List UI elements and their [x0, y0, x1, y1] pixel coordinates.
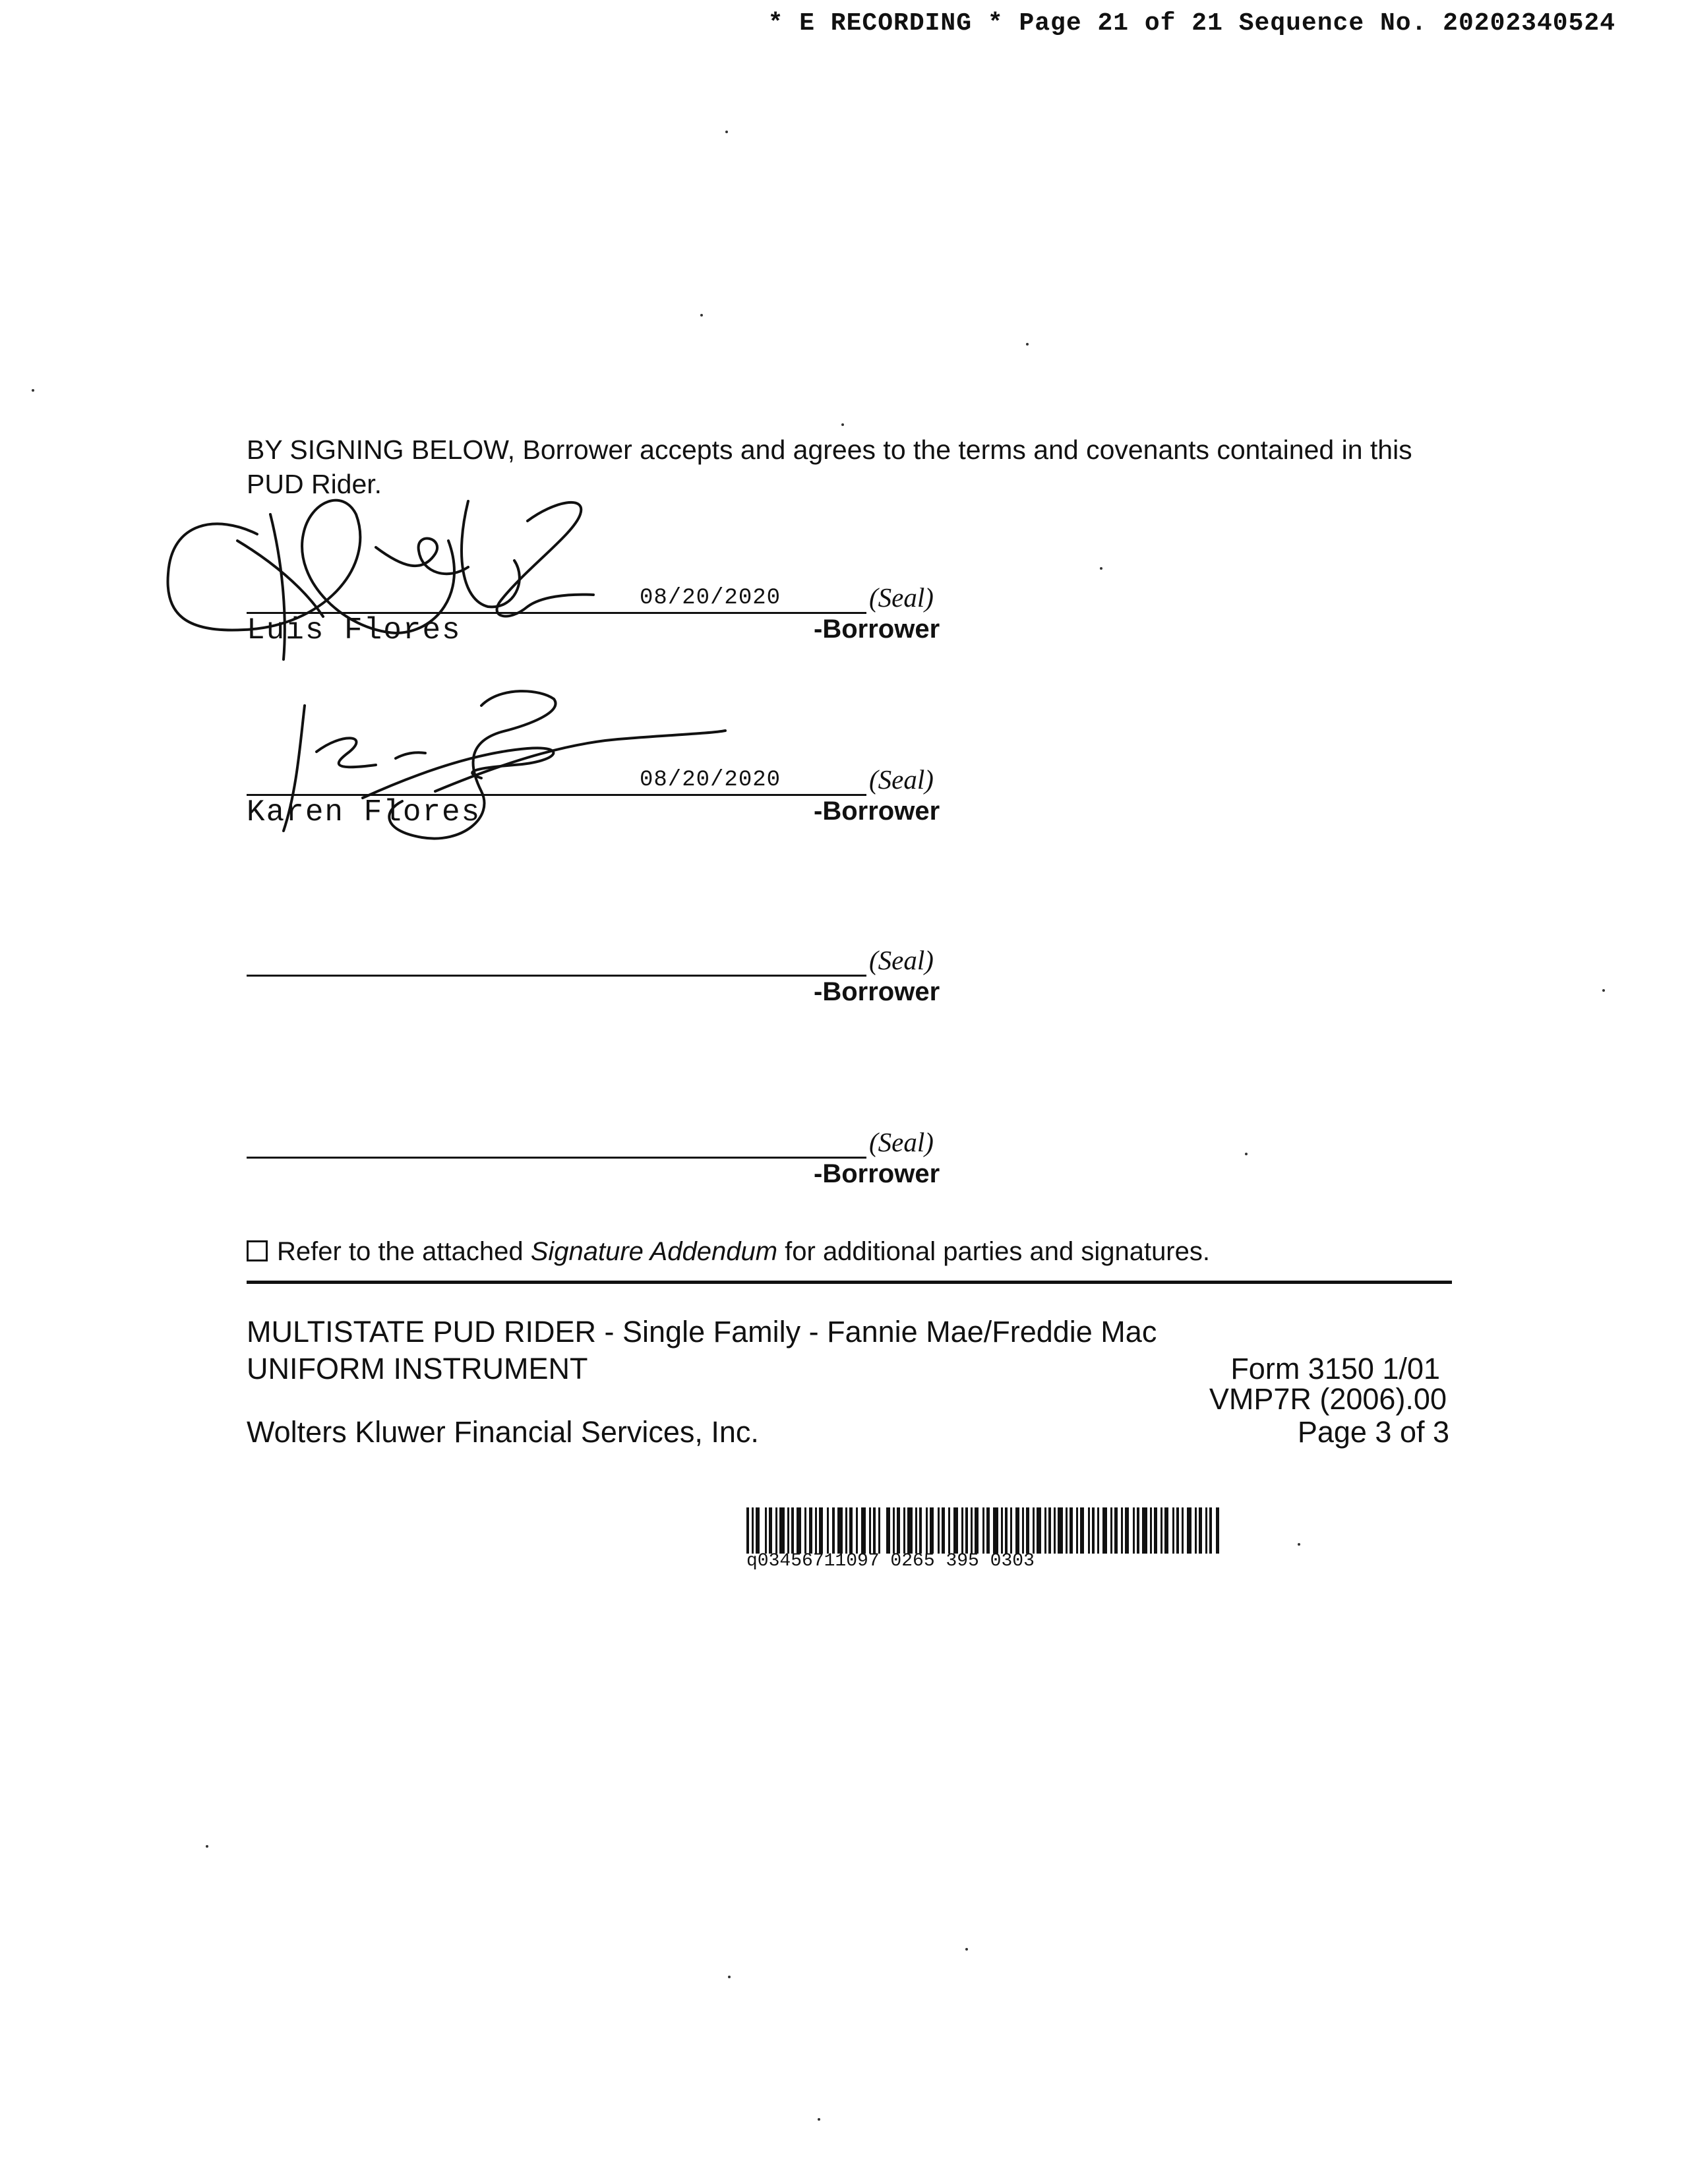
barcode-number: q03456711097 0265 395 0303	[746, 1551, 1035, 1571]
signature-line	[247, 975, 866, 977]
scan-speck	[818, 2118, 820, 2121]
addendum-checkbox[interactable]	[247, 1240, 268, 1261]
scan-speck	[841, 423, 844, 426]
barcode	[746, 1507, 1221, 1554]
scan-speck	[1026, 343, 1029, 346]
signature-addendum-note	[247, 1237, 1210, 1267]
addendum-emphasis: Signature Addendum	[530, 1237, 778, 1266]
form-title: MULTISTATE PUD RIDER - Single Family - Fannie Mae/Freddie Mac	[247, 1315, 1157, 1349]
recording-header: * E RECORDING * Page 21 of 21 Sequence No. 20202340524	[768, 9, 1615, 38]
borrower-label: -Borrower	[814, 797, 940, 826]
seal-label: (Seal)	[869, 945, 934, 975]
scan-speck	[1245, 1153, 1248, 1155]
scan-speck	[728, 1976, 731, 1978]
signature-date: 08/20/2020	[640, 768, 781, 793]
uniform-instrument: UNIFORM INSTRUMENT	[247, 1352, 588, 1385]
seal-label: (Seal)	[869, 582, 934, 613]
page-number: Page 3 of 3	[1297, 1415, 1449, 1449]
addendum-prefix: Refer to the attached	[277, 1237, 531, 1266]
intro-statement: BY SIGNING BELOW, Borrower accepts and agrees to the terms and covenants contained in this PUD Rider.	[247, 435, 1412, 499]
typed-name: Luis Flores	[247, 613, 462, 648]
scan-speck	[700, 314, 703, 317]
borrower-label: -Borrower	[814, 615, 940, 644]
scan-speck	[32, 389, 34, 392]
scan-speck	[965, 1948, 968, 1951]
scan-speck	[725, 131, 728, 133]
addendum-suffix: for additional parties and signatures.	[777, 1237, 1210, 1266]
signature-date: 08/20/2020	[640, 586, 781, 611]
form-number: Form 3150 1/01	[1230, 1352, 1440, 1385]
footer-divider	[247, 1281, 1452, 1284]
publisher: Wolters Kluwer Financial Services, Inc.	[247, 1415, 759, 1449]
scan-speck	[1298, 1543, 1300, 1546]
borrower-label: -Borrower	[814, 977, 940, 1006]
scan-speck	[206, 1845, 208, 1848]
signature-line	[247, 1157, 866, 1159]
vmp-code: VMP7R (2006).00	[1209, 1382, 1447, 1416]
scan-speck	[1100, 567, 1102, 570]
typed-name: Karen Flores	[247, 795, 481, 830]
scan-speck	[1602, 989, 1605, 992]
borrower-label: -Borrower	[814, 1159, 940, 1188]
seal-label: (Seal)	[869, 1127, 934, 1157]
seal-label: (Seal)	[869, 764, 934, 795]
